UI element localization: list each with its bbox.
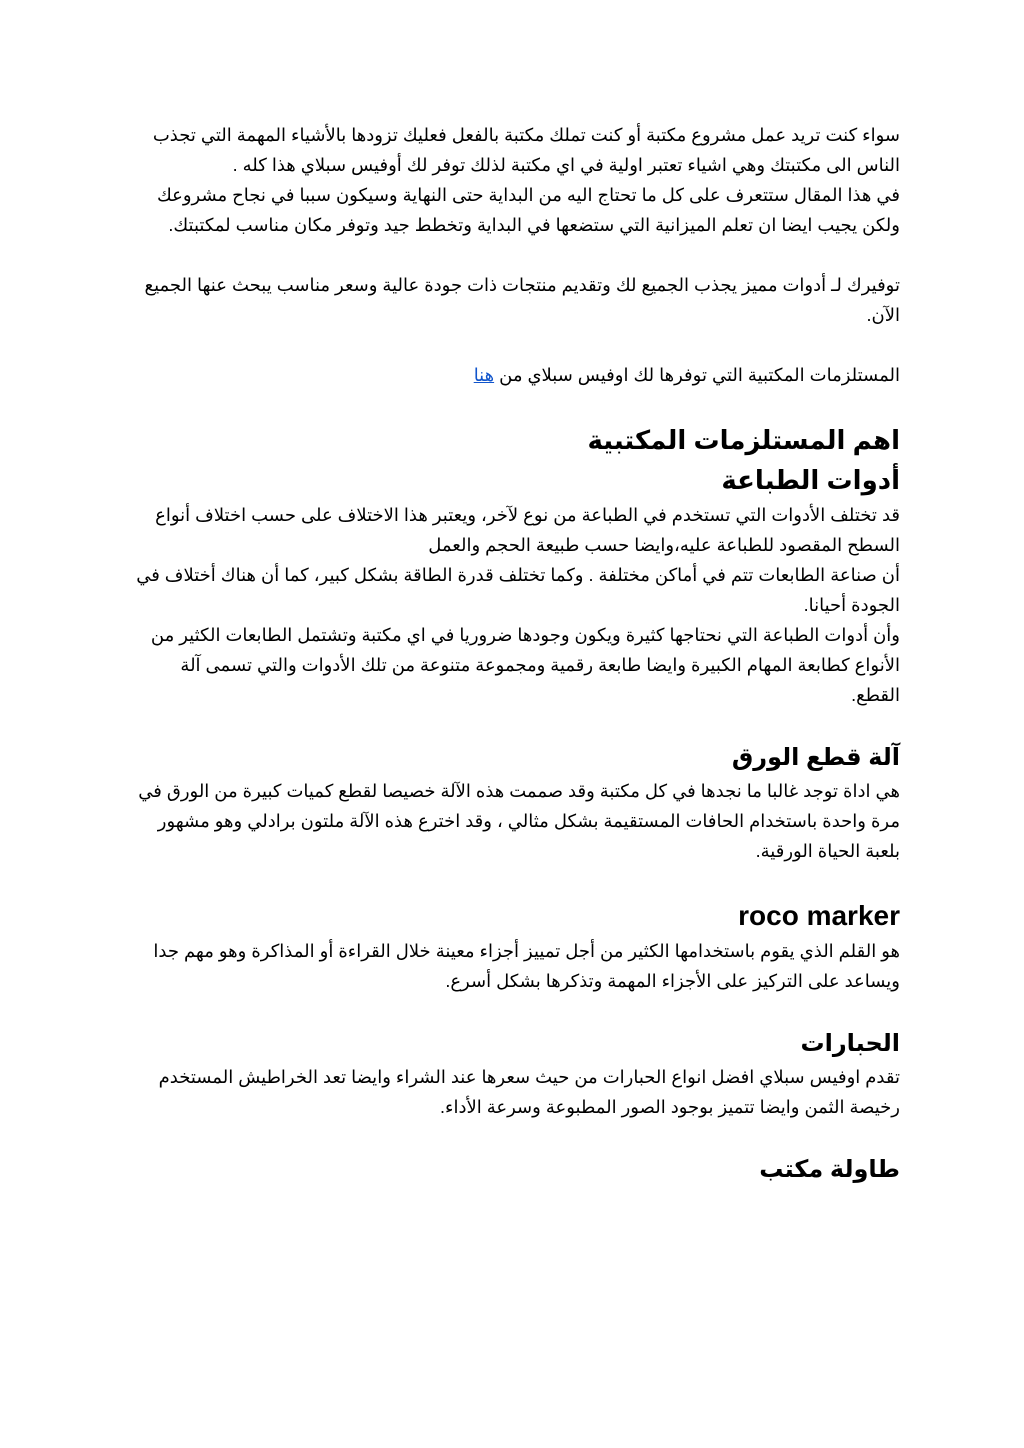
- main-heading: اهم المستلزمات المكتبية: [587, 425, 900, 455]
- inks-heading: الحبارات: [800, 1030, 900, 1057]
- intro-link-sentence: المستلزمات المكتبية التي توفرها لك اوفيس سبلاي من: [494, 365, 900, 385]
- intro-paragraph-1: سواء كنت تريد عمل مشروع مكتبة أو كنت تملك مكتبة بالفعل فعليك تزودها بالأشياء المهمة التي تجذب الناس الى مكتبتك وهي اشياء تعتبر اولية في اي مكتبة لذلك توفر لك أوفيس سبلاي هذا كله .: [152, 125, 900, 175]
- printing-paragraph-3: وأن أدوات الطباعة التي نحتاجها كثيرة ويكون وجودها ضروريا في اي مكتبة وتشتمل الطابعات الكثير من الأنواع كطابعة المهام الكبيرة وايضا طابعة رقمية ومجموعة متنوعة من تلك الأدوات والتي تسمى آلة القطع.: [150, 625, 900, 705]
- here-link[interactable]: هنا: [473, 365, 495, 385]
- printing-paragraph-2: أن صناعة الطابعات تتم في أماكن مختلفة . وكما تختلف قدرة الطاقة بشكل كبير، كما أن هناك أختلاف في الجودة أحيانا.: [136, 565, 900, 615]
- intro-paragraph-3: توفيرك لـ أدوات مميز يجذب الجميع لك وتقديم منتجات ذات جودة عالية وسعر مناسب يبحث عنها الجميع الآن.: [144, 275, 900, 325]
- cutter-paragraph: هي اداة توجد غالبا ما نجدها في كل مكتبة وقد صممت هذه الآلة خصيصا لقطع كميات كبيرة من الورق في مرة واحدة باستخدام الحافات المستقيمة بشكل مثالي ، وقد اخترع هذه الآلة ملتون برادلي وهو مشهور بلعبة الحياة الورقية.: [138, 781, 900, 861]
- marker-heading: roco marker: [738, 900, 900, 931]
- marker-paragraph: هو القلم الذي يقوم باستخدامها الكثير من أجل تمييز أجزاء معينة خلال القراءة أو المذاكرة وهو مهم جدا ويساعد على التركيز على الأجزاء المهمة وتذكرها بشكل أسرع.: [153, 941, 900, 991]
- printing-paragraph-1: قد تختلف الأدوات التي تستخدم في الطباعة من نوع لآخر، ويعتبر هذا الاختلاف على حسب اختلاف أنواع السطح المقصود للطباعة عليه،وايضا حسب طبيعة الحجم والعمل: [155, 505, 900, 555]
- desk-heading: طاولة مكتب: [759, 1156, 900, 1183]
- intro-paragraph-4: [130, 360, 900, 390]
- intro-paragraph-2: في هذا المقال ستتعرف على كل ما تحتاج اليه من البداية حتى النهاية وسيكون سببا في نجاح مشروعك ولكن يجيب ايضا ان تعلم الميزانية التي ستضعها في البداية وتخطط جيد وتوفر مكان مناسب لمكتبتك.: [156, 185, 900, 235]
- inks-paragraph: تقدم اوفيس سبلاي افضل انواع الحبارات من حيث سعرها عند الشراء وايضا تعد الخراطيش المستخدم رخيصة الثمن وايضا تتميز بوجود الصور المطبوعة وسرعة الأداء.: [158, 1067, 900, 1117]
- cutter-heading: آلة قطع الورق: [731, 744, 900, 771]
- document-page: [130, 120, 900, 1188]
- printing-heading: أدوات الطباعة: [721, 465, 900, 495]
